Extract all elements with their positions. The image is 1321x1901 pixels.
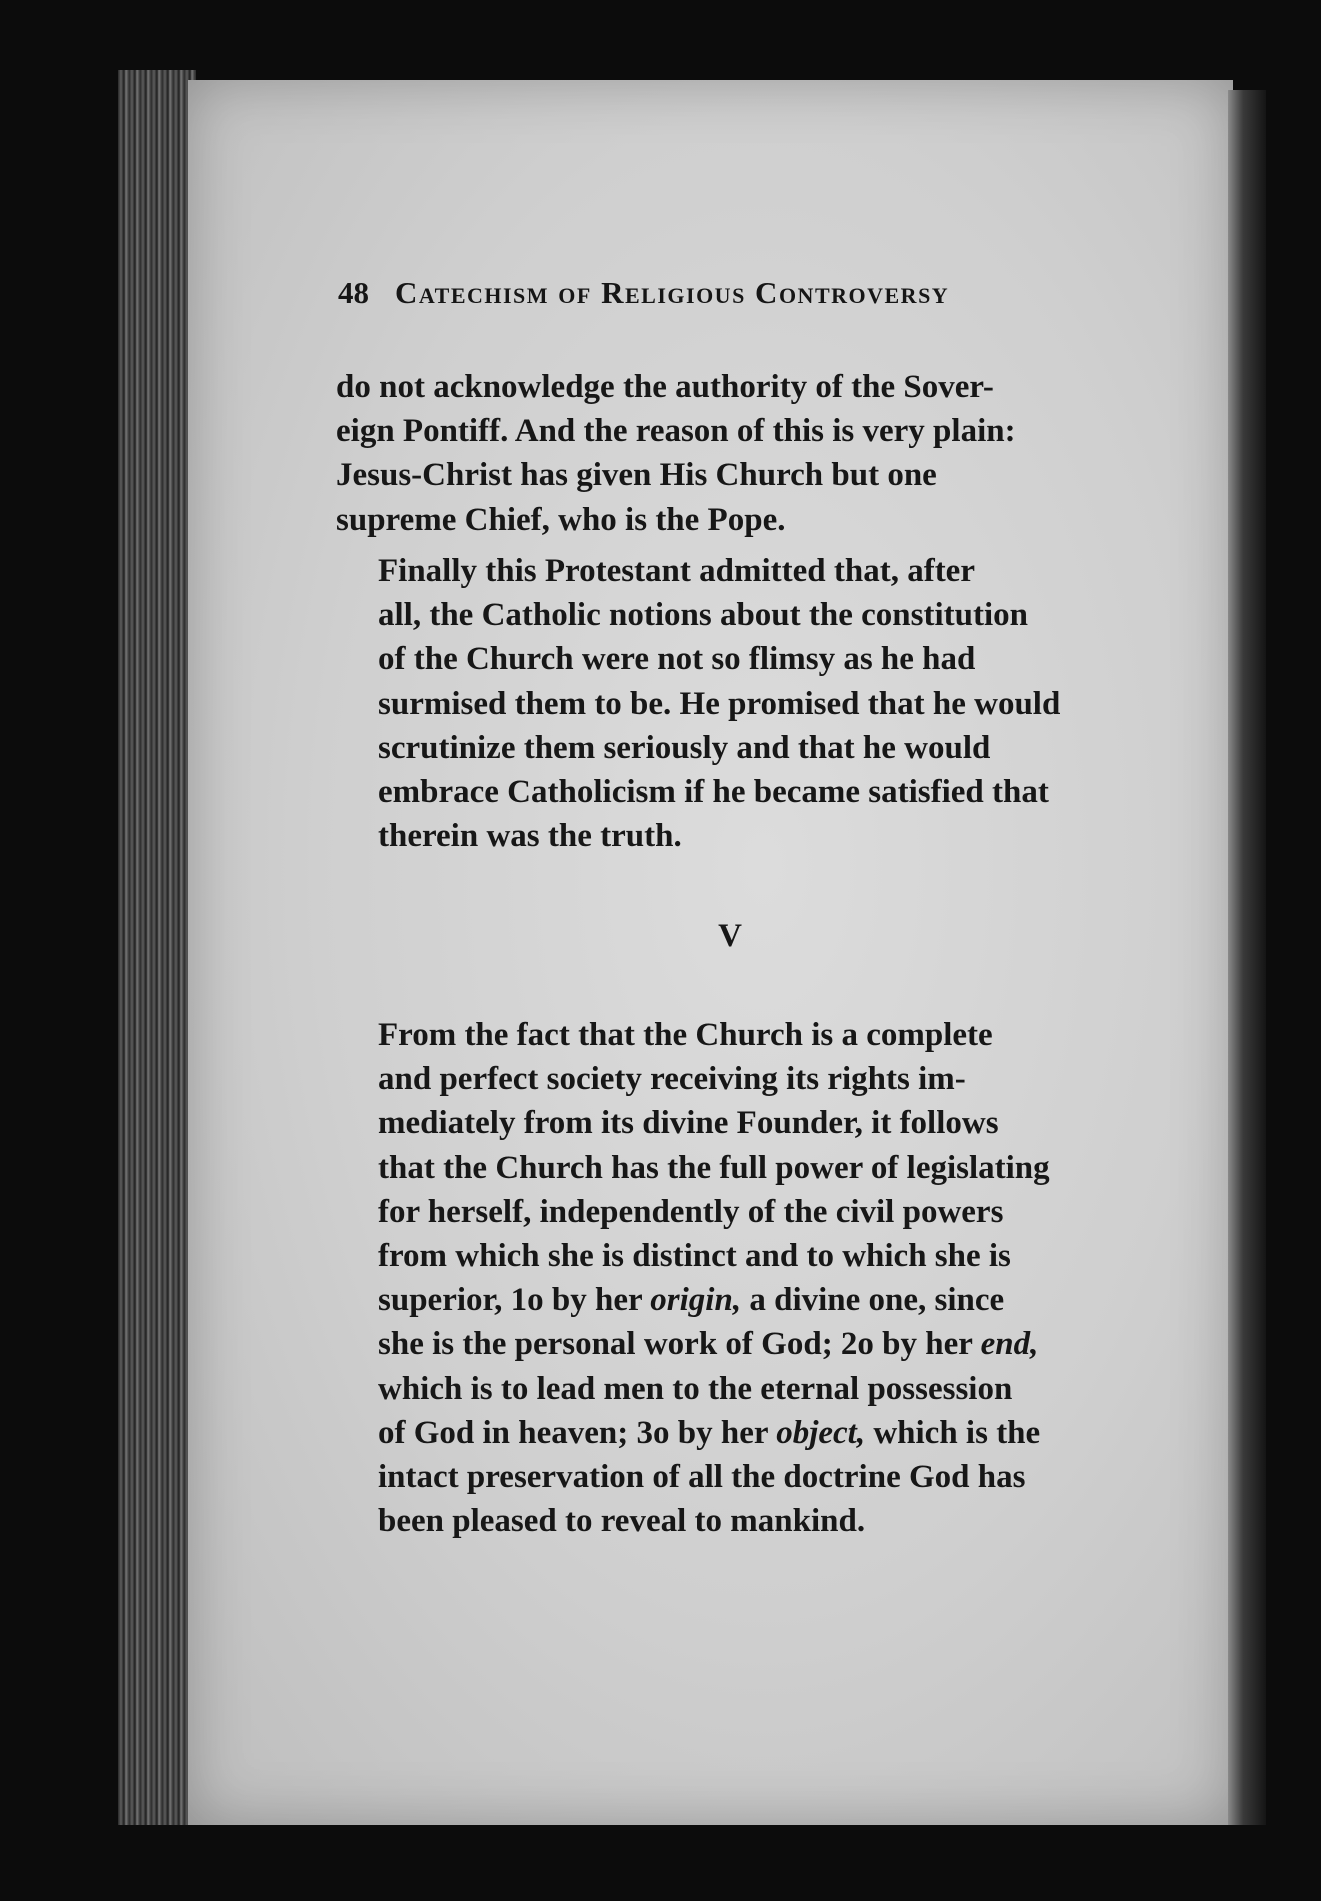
text-line [336,1411,1130,1455]
text-line: all, the Catholic notions about the constitution [378,597,1028,634]
text-line: and perfect society receiving its rights im- [378,1061,966,1098]
text-run: superior, 1o by her [378,1282,651,1319]
book-spine [118,70,196,1825]
facing-page-edge [1228,90,1266,1825]
paragraph-2 [336,549,1130,858]
text-line: eign Pontiff. And the reason of this is very plain: [336,413,1016,450]
paragraph-1 [336,365,1130,542]
text-line: for herself, independently of the civil powers [378,1193,1004,1230]
section-number: V [718,918,742,954]
text-line [336,1278,1130,1322]
text-line: of the Church were not so flimsy as he had [378,641,976,678]
running-header [338,275,1080,321]
text-line: Jesus-Christ has given His Church but one [336,457,937,494]
text-line: Finally this Protestant admitted that, after [378,553,975,589]
paragraph-3 [336,1013,1130,1543]
emphasized-word: origin, [650,1282,742,1319]
text-line: from which she is distinct and to which she is [378,1238,1011,1275]
emphasized-word: object, [776,1414,866,1451]
page-number: 48 [338,275,369,310]
text-line: surmised them to be. He promised that he would [378,685,1061,722]
text-line [336,1322,1130,1366]
text-run: a divine one, since [741,1282,1005,1319]
text-line: that the Church has the full power of legislating [378,1149,1050,1186]
text-run: of God in heaven; 3o by her [378,1414,777,1451]
text-line: supreme Chief, who is the Pope. [336,501,786,538]
text-run: she is the personal work of God; 2o by her [378,1326,981,1363]
text-line: mediately from its divine Founder, it follows [378,1105,999,1142]
text-line: which is to lead men to the eternal possession [378,1370,1013,1407]
text-line: From the fact that the Church is a complete [378,1017,993,1053]
running-title: Catechism of Religious Controversy [395,275,950,310]
emphasized-word: end, [980,1326,1039,1363]
text-run: which is the [865,1414,1041,1451]
text-line: scrutinize them seriously and that he would [378,729,991,766]
text-line: do not acknowledge the authority of the Sover- [336,369,994,405]
text-line: intact preservation of all the doctrine God has [378,1459,1026,1496]
text-line: embrace Catholicism if he became satisfied that [378,774,1049,811]
text-line: been pleased to reveal to mankind. [378,1503,866,1540]
text-line: therein was the truth. [378,818,682,855]
